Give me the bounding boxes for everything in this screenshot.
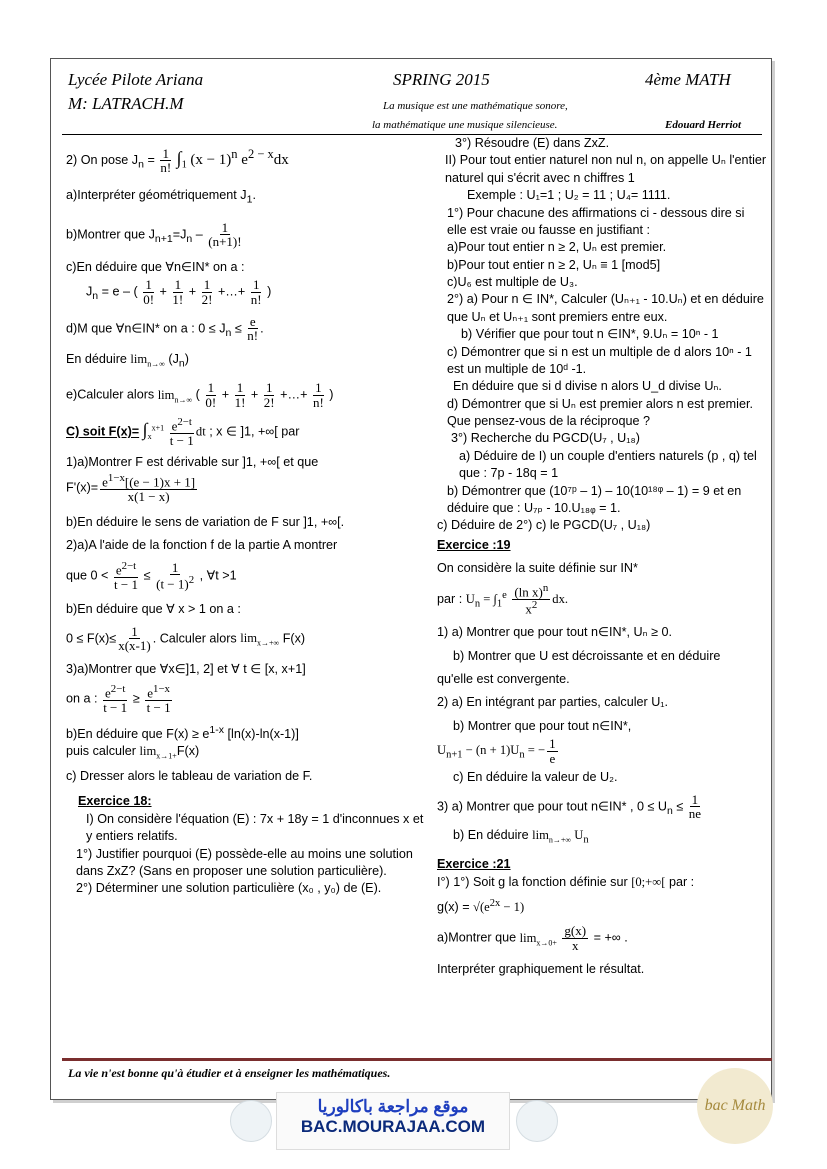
ex19-q3a: 3) a) Montrer que pour tout n∈IN* , $0 \le U_n$ ≤ $\frac{1}{ne}$ bbox=[437, 791, 702, 822]
ex19-q1b2: qu'elle est convergente. bbox=[437, 672, 570, 687]
site-badge[interactable] bbox=[276, 1092, 510, 1150]
ex21-title: Exercice :21 bbox=[437, 857, 511, 872]
footer-rule bbox=[62, 1058, 772, 1061]
q2A: 2)a)A l'aide de la fonction f de la partie A montrer bbox=[66, 538, 338, 553]
ex21-interp: Interpréter graphiquement le résultat. bbox=[437, 961, 645, 976]
q2b: b)Montrer que $J_{n+1}=J_n$ – $\frac{1}{(n+1)!}$ bbox=[66, 219, 242, 250]
r-q3pb: b) Démontrer que (10⁷ᵖ – 1) – 10(10¹⁸ᵠ – 1) = 9 et en déduire que : U₇ₚ - 10.U₁₈ᵩ = 1. bbox=[447, 483, 742, 515]
ex18-q1: 1°) Justifier pourquoi (E) possède-elle au moins une solution dans ZxZ? (Sans en proposer une solution particulière). bbox=[76, 846, 413, 878]
badge-site-link[interactable]: BAC.MOURAJAA.COM bbox=[300, 1117, 486, 1136]
ex19-q2c: c) En déduire la valeur de U₂. bbox=[453, 770, 618, 785]
session-title: SPRING 2015 bbox=[393, 70, 490, 89]
q3b-limit: puis calculer $\lim_{x\to 1+}F(x)$ bbox=[66, 744, 200, 761]
ex19-title: Exercice :19 bbox=[437, 537, 511, 552]
r-q2d: d) Démontrer que si Uₙ est premier alors n est premier. Que pensez-vous de la réciproque ? bbox=[447, 396, 753, 428]
r-q1: 1°) Pour chacune des affirmations ci - dessous dire si elle est vraie ou fausse en justifiant : bbox=[447, 205, 745, 237]
r-q2c2: En déduire que si d divise n alors U_d divise Uₙ. bbox=[453, 379, 722, 394]
ex19-def: par : $U_n = \int_1^e$ $\frac{(\ln x)^n}{x^2}$ dx. bbox=[437, 582, 569, 617]
r-q3: 3°) Résoudre (E) dans ZxZ. bbox=[455, 136, 610, 150]
q2d: d)M que ∀n∈IN* on a : $0 \le J_n$ ≤ $\frac{e}{n!}$ . bbox=[66, 313, 264, 344]
q3a-ineq: on a : $\frac{e^{2-t}}{t - 1}$ ≥ $\frac{e^{1-x}}{t - 1}$ bbox=[66, 683, 171, 716]
r-q2a: 2°) a) Pour n ∈ IN*, Calculer (Uₙ₊₁ - 10.Uₙ) et en déduire que Uₙ et Uₙ₊₁ sont premiers entre eux. bbox=[447, 292, 764, 324]
ex19-intro: On considère la suite définie sur IN* bbox=[437, 561, 638, 575]
ex21-a: a)Montrer que $\lim_{x\to 0+}$ $\frac{g(x)}{x}$ = +∞ . bbox=[437, 923, 628, 954]
q2-line: 2) On pose $J_n$ = $\frac{1}{n!}$ $\int_1$ $(x - 1)^n$ $e^{2 - x}dx$ bbox=[66, 145, 289, 176]
q2c: c)En déduire que ∀n∈IN* on a : bbox=[66, 260, 245, 275]
q1a: 1)a)Montrer F est dérivable sur ]1, +∞[ et que bbox=[66, 454, 319, 469]
r-q2b: b) Vérifier que pour tout n ∈IN*, 9.Uₙ = 10ⁿ - 1 bbox=[461, 327, 719, 342]
q2a: a)Interpréter géométriquement $J_1$. bbox=[66, 187, 256, 206]
q1b: b)En déduire le sens de variation de F sur ]1, +∞[. bbox=[66, 514, 345, 529]
teacher-name: M: LATRACH.M bbox=[68, 94, 184, 113]
r-q1b: b)Pour tout entier n ≥ 2, Uₙ ≡ 1 [mod5] bbox=[447, 257, 661, 272]
q2A-ineq: que 0 < $\frac{e^{2-t}}{t - 1}$ ≤ $\frac{1}{(t - 1)^2}$ , ∀t >1 bbox=[66, 559, 237, 592]
right-column bbox=[437, 135, 767, 978]
r-q3pa: a) Déduire de I) un couple d'entiers naturels (p , q) tel que : 7p - 18q = 1 bbox=[459, 448, 757, 481]
q3b: b)En déduire que $F(x) \ge e^{1-x}$ [ln(x)-ln(x-1)] bbox=[66, 723, 299, 742]
r-q3p: 3°) Recherche du PGCD(U₇ , U₁₈) bbox=[451, 431, 640, 446]
school-name: Lycée Pilote Ariana bbox=[68, 70, 204, 89]
q2d-limit: En déduire $\lim_{n\to\infty} (J_n)$ bbox=[66, 352, 189, 370]
ex18-title: Exercice 18: bbox=[78, 794, 152, 809]
quote-line-1: La musique est une mathématique sonore, bbox=[383, 100, 568, 112]
q2e: e)Calculer alors $\lim_{n\to\infty}$ ( $\frac{1}{0!}$ + $\frac{1}{1!}$ + $\frac{1}{2!}$ +…+ $\frac{1}{n!}$ ) bbox=[66, 380, 334, 410]
r-q3pc: c) Déduire de 2°) c) le PGCD(U₇ , U₁₈) bbox=[437, 518, 651, 533]
ex19-q1b: b) Montrer que U est décroissante et en déduire bbox=[453, 648, 721, 663]
ex19-q1a: 1) a) Montrer que pour tout n∈IN*, Uₙ ≥ 0. bbox=[437, 625, 672, 640]
footer-motto: La vie n'est bonne qu'à étudier et à enseigner les mathématiques. bbox=[68, 1066, 391, 1080]
q1a-formula: F'(x)= $\frac{e^{1-x}[(e - 1)x + 1]}{x(1 - x)}$ bbox=[66, 472, 196, 505]
quote-author: Edouard Herriot bbox=[665, 119, 742, 131]
bac-math-logo: bac Math bbox=[697, 1068, 773, 1144]
q2Ab-ineq: 0 ≤ F(x)≤ $\frac{1}{x(x-1)}$ . Calculer alors $\lim_{x\to+\infty} F(x)$ bbox=[66, 623, 306, 654]
qC: C) soit $F(x)= \int_x^{x+1}$ $\frac{e^{2-t}}{t - 1}$ dt ; x ∈ ]1, +∞[ par bbox=[66, 416, 300, 449]
class-level: 4ème MATH bbox=[645, 70, 731, 89]
ex19-q2a: 2) a) En intégrant par parties, calculer U₁. bbox=[437, 695, 669, 710]
site-logo-right-icon bbox=[516, 1100, 558, 1142]
ex21-q1: I°) 1°) Soit g la fonction définie sur [0;+∞[ par : bbox=[437, 874, 695, 889]
q2Ab: b)En déduire que ∀ x > 1 on a : bbox=[66, 602, 241, 617]
r-part-II: II) Pour tout entier naturel non nul n, on appelle Uₙ l'entier naturel qui s'écrit avec n chiffres 1 bbox=[445, 153, 767, 185]
q3c: c) Dresser alors le tableau de variation de F. bbox=[66, 769, 313, 784]
badge-arabic-text: موقع مراجعة باكالوريا bbox=[317, 1097, 469, 1116]
ex19-q3b: b) En déduire $\lim_{n\to+\infty} U_n$ bbox=[453, 828, 589, 846]
r-example: Exemple : U₁=1 ; U₂ = 11 ; U₄= 1111. bbox=[467, 188, 671, 203]
ex19-recurrence: $U_{n+1} - (n + 1)U_n$ = − $\frac{1}{e}$ bbox=[437, 736, 556, 766]
ex18-q2: 2°) Déterminer une solution particulière (x₀ , y₀) de (E). bbox=[76, 881, 382, 896]
r-q2c: c) Démontrer que si n est un multiple de d alors 10ⁿ - 1 est un multiple de 10ᵈ -1. bbox=[447, 344, 752, 376]
quote-line-2: la mathématique une musique silencieuse. bbox=[372, 119, 558, 131]
q2c-formula: $J_n = e$ – ( $\frac{1}{0!}$ + $\frac{1}{1!}$ + $\frac{1}{2!}$ +…+ $\frac{1}{n!}$ ) bbox=[86, 277, 272, 308]
q3a: 3)a)Montrer que ∀x∈]1, 2] et ∀ t ∈ [x, x+1] bbox=[66, 661, 306, 676]
ex21-g: $g(x) = √(e^{2x} - 1)$ bbox=[437, 897, 525, 915]
ex19-q2b: b) Montrer que pour tout n∈IN*, bbox=[453, 718, 632, 733]
r-q1a: a)Pour tout entier n ≥ 2, Uₙ est premier. bbox=[447, 240, 667, 255]
left-column bbox=[66, 140, 428, 898]
ex18-part-I: I) On considère l'équation (E) : 7x + 18y = 1 d'inconnues x et y entiers relatifs. bbox=[86, 811, 424, 844]
site-logo-left-icon bbox=[230, 1100, 272, 1142]
r-q1c: c)U₆ est multiple de U₃. bbox=[447, 275, 578, 289]
